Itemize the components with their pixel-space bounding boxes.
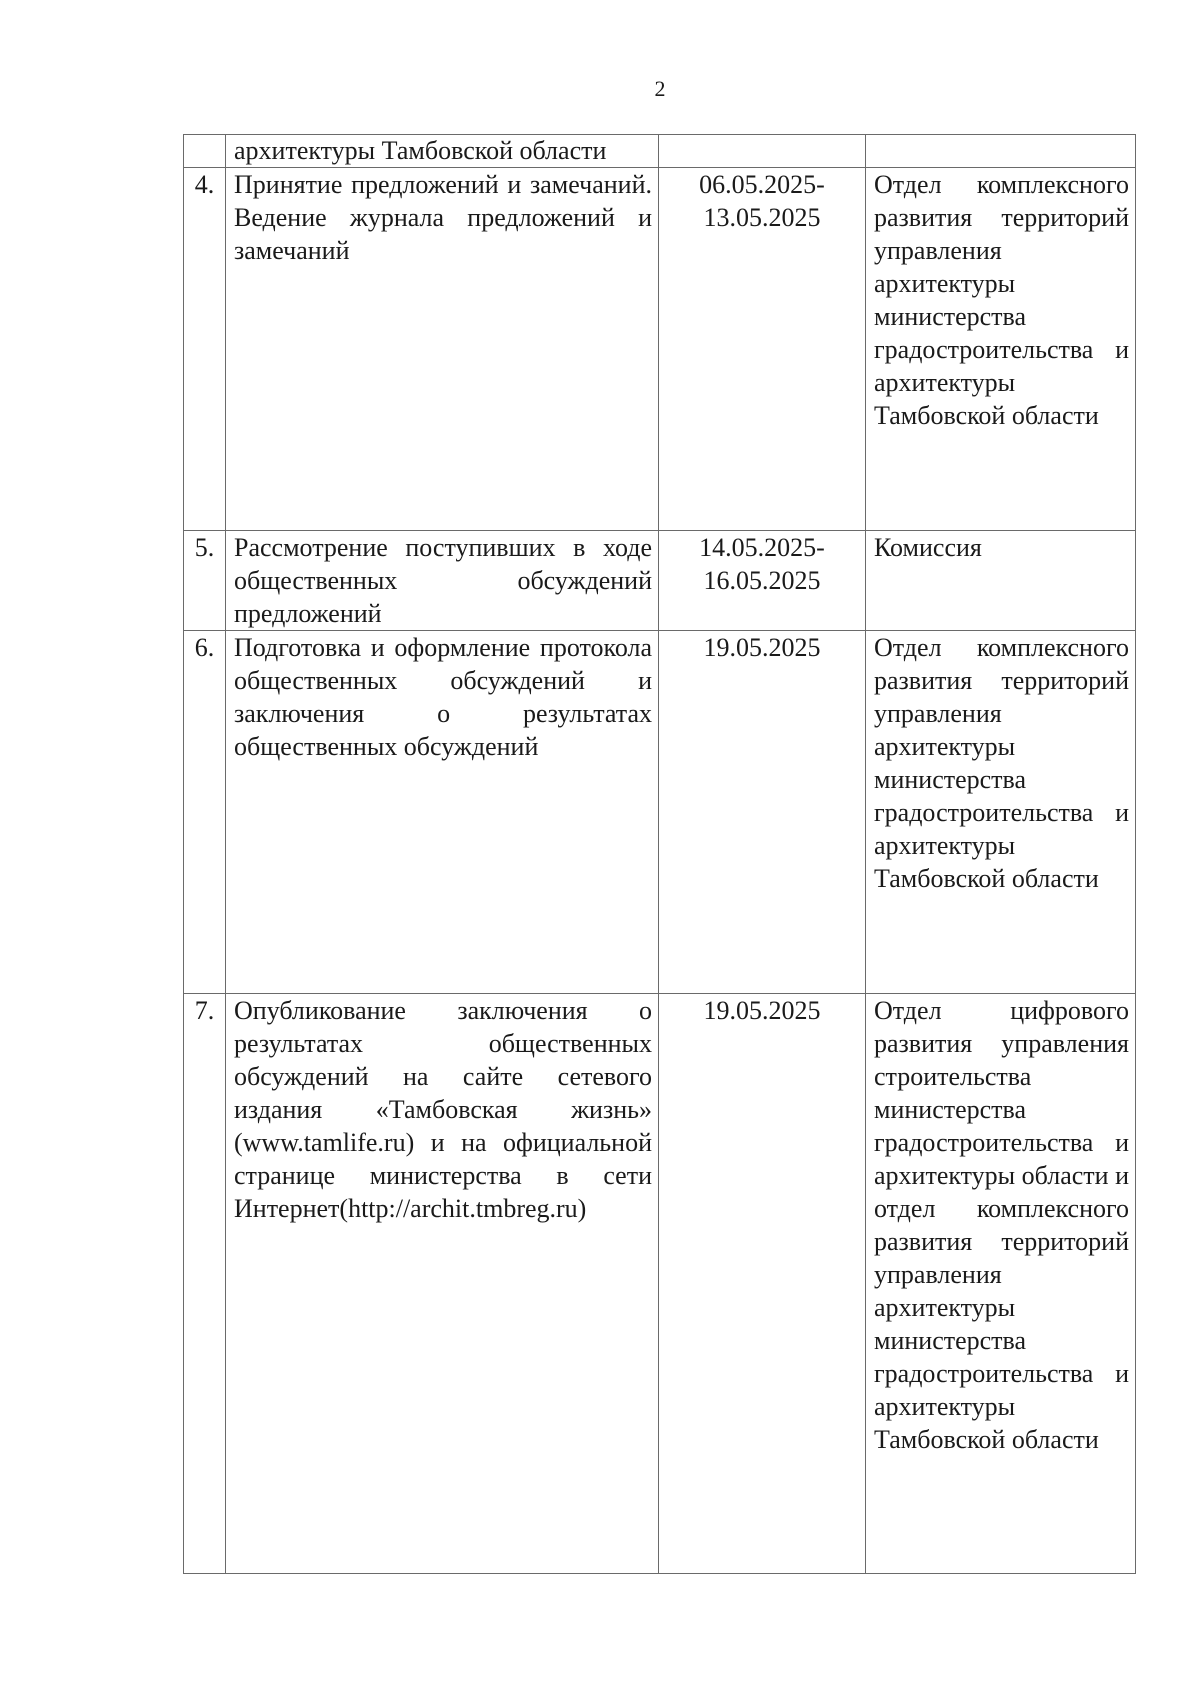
table-row <box>184 135 1136 168</box>
date-cell: 19.05.2025 <box>659 631 866 994</box>
task-cell: Принятие предложений и замечаний. Ведение журнала предложений и замечаний <box>226 168 659 531</box>
page-number: 2 <box>654 76 666 101</box>
date-cell: 06.05.2025- 13.05.2025 <box>659 168 866 531</box>
responsible-cell: Отдел комплексного развития территорий управления архитектуры министерства градостроительства и архитектуры Тамбовской области <box>866 168 1136 531</box>
task-cell: архитектуры Тамбовской области <box>226 135 659 168</box>
row-number-cell: 6. <box>184 631 226 994</box>
table-row <box>184 168 1136 531</box>
schedule-table <box>183 134 1136 1574</box>
table-row <box>184 531 1136 631</box>
table-row <box>184 994 1136 1574</box>
responsible-cell: Комиссия <box>866 531 1136 631</box>
row-number-cell: 7. <box>184 994 226 1574</box>
date-cell: 14.05.2025- 16.05.2025 <box>659 531 866 631</box>
responsible-cell: Отдел цифрового развития управления строительства министерства градостроительства и архитектуры области и отдел комплексного развития территорий управления архитектуры министерства градостроительства и архитектуры Тамбовской области <box>866 994 1136 1574</box>
responsible-cell <box>866 135 1136 168</box>
task-cell: Рассмотрение поступивших в ходе общественных обсуждений предложений <box>226 531 659 631</box>
task-cell: Подготовка и оформление протокола общественных обсуждений и заключения о результатах общественных обсуждений <box>226 631 659 994</box>
row-number-cell: 4. <box>184 168 226 531</box>
row-number-cell: 5. <box>184 531 226 631</box>
table-row <box>184 631 1136 994</box>
row-number-cell <box>184 135 226 168</box>
responsible-cell: Отдел комплексного развития территорий управления архитектуры министерства градостроительства и архитектуры Тамбовской области <box>866 631 1136 994</box>
date-cell: 19.05.2025 <box>659 994 866 1574</box>
task-cell: Опубликование заключения о результатах общественных обсуждений на сайте сетевого издания «Тамбовская жизнь» (www.tamlife.ru) и на официальной странице министерства в сети Интернет(http://archit.tmbreg.ru) <box>226 994 659 1574</box>
date-cell <box>659 135 866 168</box>
